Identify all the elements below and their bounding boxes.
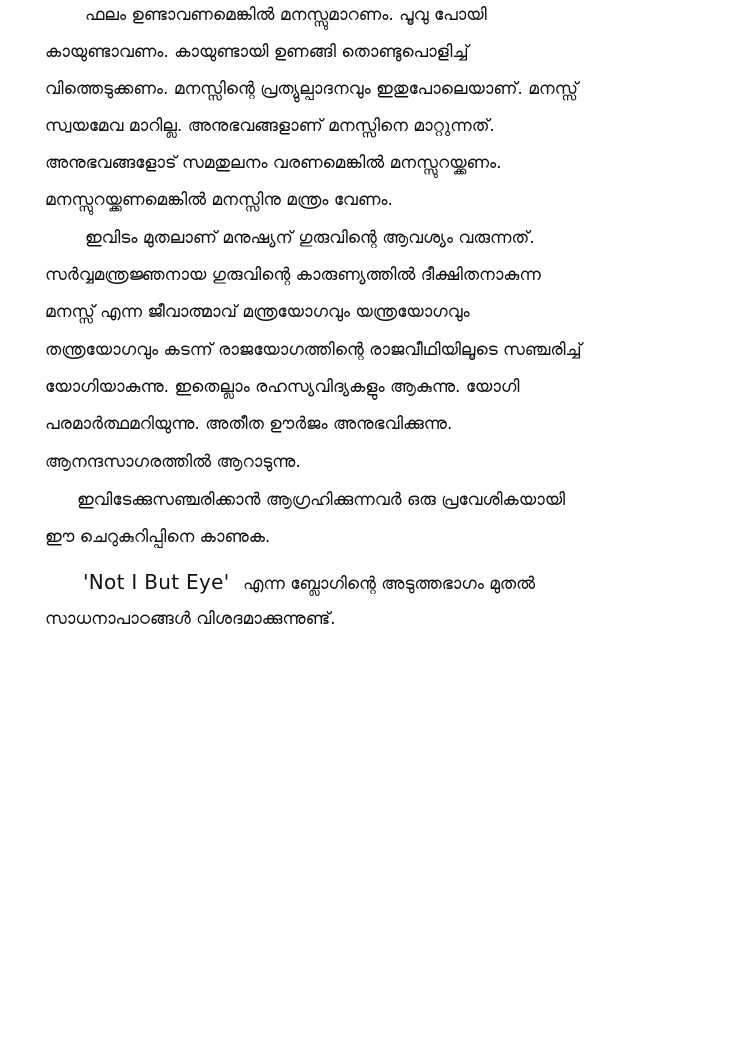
paragraph-4-line-1: [83, 570, 535, 594]
paragraph-1-line-5: അനുഭവങ്ങളോട് സമതുലനം വരണമെങ്കിൽ മനസ്സുറയ്ക്കണം.: [45, 153, 502, 173]
paragraph-3-line-2: ഈ ചെറുകുറിപ്പിനെ കാണുക.: [45, 527, 271, 547]
paragraph-2-line-7: ആനന്ദസാഗരത്തിൽ ആറാടുന്നു.: [45, 452, 301, 472]
paragraph-1-line-3: വിത്തെടുക്കണം. മനസ്സിന്റെ പ്രത്യുല്പാദനവും ഇതുപോലെയാണ്. മനസ്സ്: [45, 79, 578, 99]
paragraph-3-line-1: ഇവിടേക്കുസഞ്ചരിക്കാൻ ആഗ്രഹിക്കുന്നവർ ഒരു പ്രവേശികയായി: [77, 490, 566, 510]
paragraph-2-line-2: സർവ്വമന്ത്രജ്ഞനായ ഗുരുവിന്റെ കാരുണ്യത്തിൽ ദീക്ഷിതനാകുന്ന: [45, 265, 541, 285]
paragraph-2-line-5: യോഗിയാകുന്നു. ഇതെല്ലാം രഹസ്യവിദ്യകളും ആകുന്നു. യോഗി: [45, 377, 520, 397]
paragraph-2-line-1: ഇവിടം മുതലാണ് മനുഷ്യന് ഗുരുവിന്റെ ആവശ്യം വരുന്നത്.: [85, 228, 535, 248]
paragraph-2-line-6: പരമാർത്ഥമറിയുന്നു. അതീത ഊർജം അനുഭവിക്കുന്നു.: [45, 414, 453, 434]
blog-title-quote: 'Not I But Eye': [83, 570, 230, 594]
paragraph-1-line-6: മനസ്സുറയ്ക്കണമെങ്കിൽ മനസ്സിനു മന്ത്രം വേണം.: [45, 190, 393, 210]
paragraph-2-line-3: മനസ്സ് എന്ന ജീവാത്മാവ് മന്ത്രയോഗവും യന്ത്രയോഗവും: [45, 302, 470, 322]
paragraph-2-line-4: തന്ത്രയോഗവും കടന്ന് രാജയോഗത്തിന്റെ രാജവീഥിയിലൂടെ സഞ്ചരിച്ച്: [45, 340, 582, 360]
paragraph-1-line-2: കായുണ്ടാവണം. കായുണ്ടായി ഉണങ്ങി തൊണ്ടുപൊളിച്ച്: [45, 42, 469, 62]
paragraph-1-line-1: ഫലം ഉണ്ടാവണമെങ്കിൽ മനസ്സുമാറണം. പൂവു പോയി: [85, 5, 487, 25]
paragraph-4-line-1-text: എന്ന ബ്ലോഗിന്റെ അടുത്തഭാഗം മുതൽ: [242, 574, 536, 594]
paragraph-1-line-4: സ്വയമേവ മാറില്ല. അനുഭവങ്ങളാണ് മനസ്സിനെ മാറ്റുന്നത്.: [45, 116, 495, 136]
paragraph-4-line-2: സാധനാപാഠങ്ങൾ വിശദമാക്കുന്നുണ്ട്.: [45, 609, 336, 629]
